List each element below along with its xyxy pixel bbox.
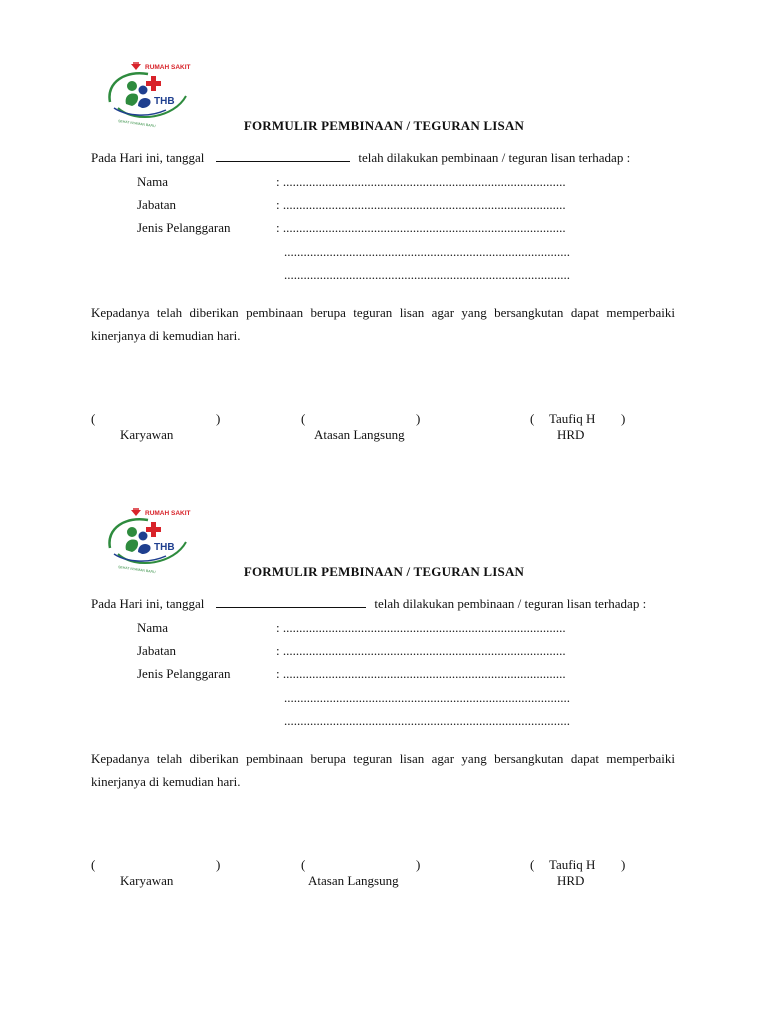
signature-hrd-close: ) bbox=[621, 411, 626, 426]
field-label-jabatan: Jabatan bbox=[137, 197, 176, 212]
intro-prefix: Pada Hari ini, tanggal bbox=[91, 150, 205, 165]
signature-atasan-open: ( bbox=[301, 411, 306, 426]
signature-role-atasan: Atasan Langsung bbox=[308, 873, 399, 888]
field-dots-continued-1[interactable]: ........................................................................................ bbox=[284, 244, 570, 259]
form-1 bbox=[0, 52, 768, 497]
svg-text:THB: THB bbox=[154, 542, 175, 553]
intro-suffix: telah dilakukan pembinaan / teguran lisan terhadap : bbox=[358, 150, 631, 165]
field-dots-continued-2[interactable]: ........................................................................................ bbox=[284, 713, 570, 728]
svg-text:RUMAH SAKIT: RUMAH SAKIT bbox=[145, 64, 191, 71]
field-label-nama: Nama bbox=[137, 174, 169, 189]
field-dots-jabatan[interactable]: : ....................................................................................... bbox=[276, 643, 566, 658]
intro-suffix: telah dilakukan pembinaan / teguran lisan terhadap : bbox=[374, 596, 647, 611]
form-2 bbox=[0, 498, 768, 943]
signature-karyawan-open: ( bbox=[91, 857, 96, 872]
intro-line bbox=[91, 150, 630, 166]
form-title: FORMULIR PEMBINAAN / TEGURAN LISAN bbox=[243, 118, 525, 133]
signature-role-karyawan: Karyawan bbox=[120, 873, 174, 888]
signature-hrd-name: Taufiq H bbox=[549, 411, 596, 426]
statement-paragraph: Kepadanya telah diberikan pembinaan berupa teguran lisan agar yang bersangkutan dapat memperbaiki kinerjanya di kemudian hari. bbox=[91, 305, 675, 343]
signature-karyawan-close: ) bbox=[216, 857, 221, 872]
svg-text:SEHAT NYAMAN BARU: SEHAT NYAMAN BARU bbox=[117, 565, 156, 575]
field-dots-jenis-pelanggaran[interactable]: : ....................................................................................... bbox=[276, 666, 566, 681]
signature-karyawan-close: ) bbox=[216, 411, 221, 426]
field-label-jenis-pelanggaran: Jenis Pelanggaran bbox=[137, 220, 231, 235]
svg-text:SEHAT NYAMAN BARU: SEHAT NYAMAN BARU bbox=[117, 119, 156, 129]
signature-role-atasan: Atasan Langsung bbox=[314, 427, 405, 442]
form-title: FORMULIR PEMBINAAN / TEGURAN LISAN bbox=[243, 564, 525, 579]
statement-paragraph: Kepadanya telah diberikan pembinaan berupa teguran lisan agar yang bersangkutan dapat memperbaiki kinerjanya di kemudian hari. bbox=[91, 751, 675, 789]
signature-atasan-close: ) bbox=[416, 411, 421, 426]
signature-role-hrd: HRD bbox=[557, 427, 585, 442]
field-dots-continued-2[interactable]: ........................................................................................ bbox=[284, 267, 570, 282]
field-dots-jabatan[interactable]: : ....................................................................................... bbox=[276, 197, 566, 212]
date-blank[interactable] bbox=[216, 150, 350, 162]
intro-line bbox=[91, 596, 646, 612]
signature-atasan-open: ( bbox=[301, 857, 306, 872]
signature-hrd-open: ( bbox=[530, 411, 535, 426]
field-dots-continued-1[interactable]: ........................................................................................ bbox=[284, 690, 570, 705]
intro-prefix: Pada Hari ini, tanggal bbox=[91, 596, 205, 611]
svg-text:THB: THB bbox=[154, 96, 175, 107]
svg-text:RUMAH SAKIT: RUMAH SAKIT bbox=[145, 510, 191, 517]
signature-hrd-close: ) bbox=[621, 857, 626, 872]
field-label-jenis-pelanggaran: Jenis Pelanggaran bbox=[137, 666, 231, 681]
field-label-nama: Nama bbox=[137, 620, 169, 635]
signature-role-hrd: HRD bbox=[557, 873, 585, 888]
field-label-jabatan: Jabatan bbox=[137, 643, 176, 658]
signature-karyawan-open: ( bbox=[91, 411, 96, 426]
signature-hrd-name: Taufiq H bbox=[549, 857, 596, 872]
field-dots-nama[interactable]: : ....................................................................................... bbox=[276, 174, 566, 189]
signature-hrd-open: ( bbox=[530, 857, 535, 872]
field-dots-nama[interactable]: : ....................................................................................... bbox=[276, 620, 566, 635]
signature-atasan-close: ) bbox=[416, 857, 421, 872]
date-blank[interactable] bbox=[216, 596, 366, 608]
field-dots-jenis-pelanggaran[interactable]: : ....................................................................................... bbox=[276, 220, 566, 235]
signature-role-karyawan: Karyawan bbox=[120, 427, 174, 442]
